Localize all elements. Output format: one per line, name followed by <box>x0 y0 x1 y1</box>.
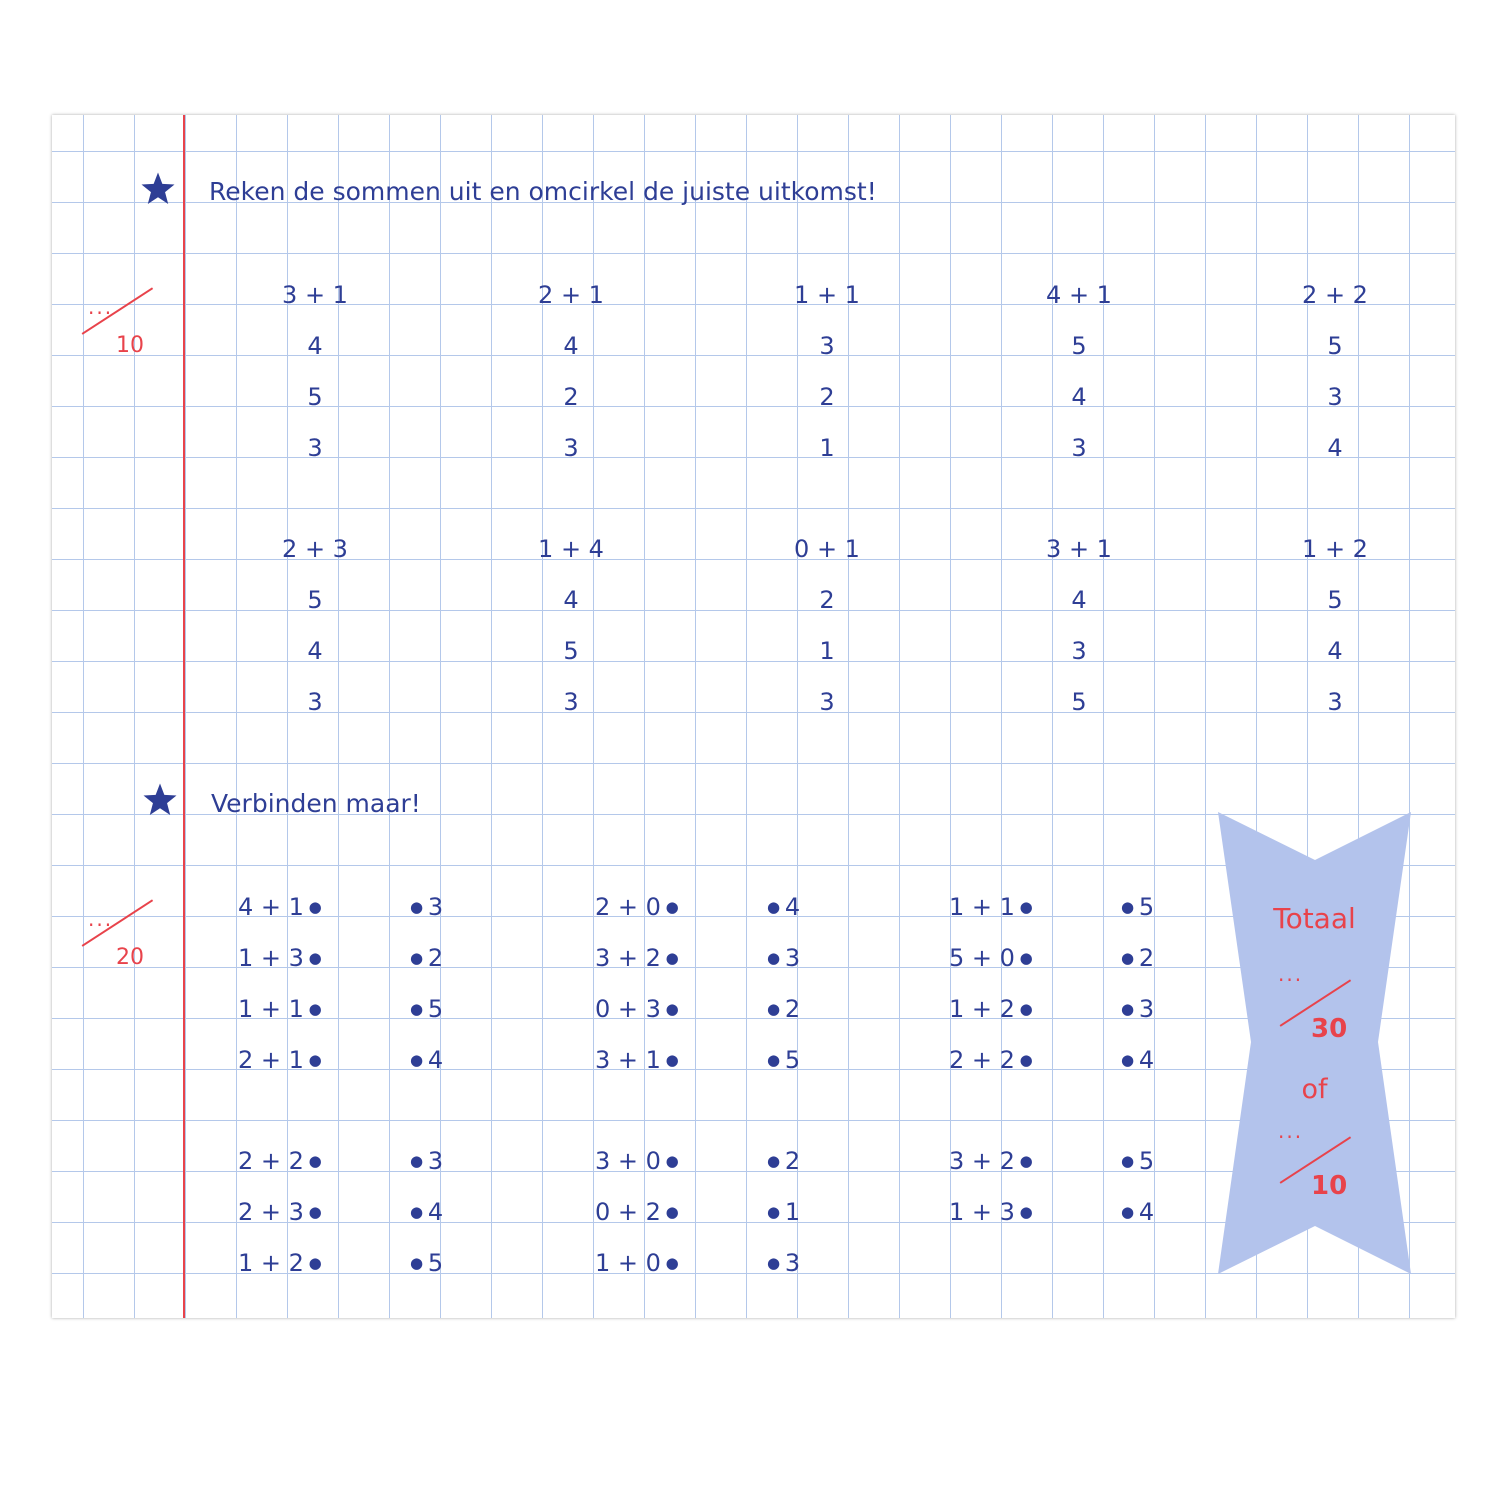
total-max-30: 30 <box>1311 1014 1348 1044</box>
star-icon <box>140 171 176 207</box>
answer-option[interactable]: 3 <box>307 688 323 716</box>
sum-label: 1 + 4 <box>538 535 604 563</box>
connect-dot[interactable]: ● <box>1121 1000 1139 1018</box>
matching-right-item[interactable]: ● 4 <box>410 1046 444 1074</box>
answer-option[interactable]: 5 <box>1071 688 1087 716</box>
matching-right-item[interactable]: ● 3 <box>410 1147 444 1175</box>
connect-dot[interactable]: ● <box>1014 1000 1033 1018</box>
connect-dot[interactable]: ● <box>303 949 322 967</box>
matching-left-item[interactable]: 1 + 2 ● <box>238 1249 322 1277</box>
total-ribbon <box>1218 812 1411 1274</box>
exercise2-instruction: Verbinden maar! <box>211 789 421 818</box>
answer-option[interactable]: 2 <box>563 383 579 411</box>
answer-option[interactable]: 4 <box>1071 383 1087 411</box>
connect-dot[interactable]: ● <box>410 898 428 916</box>
connect-dot[interactable]: ● <box>660 1051 679 1069</box>
matching-left-item[interactable]: 4 + 1 ● <box>238 893 322 921</box>
answer-option[interactable]: 3 <box>1071 434 1087 462</box>
matching-right-item[interactable]: ● 3 <box>767 944 801 972</box>
connect-dot[interactable]: ● <box>767 1254 785 1272</box>
answer-option[interactable]: 2 <box>819 586 835 614</box>
matching-left-item[interactable]: 2 + 1 ● <box>238 1046 322 1074</box>
matching-right-item[interactable]: ● 2 <box>410 944 444 972</box>
matching-left-item[interactable]: 1 + 1 ● <box>238 995 322 1023</box>
sum-label: 1 + 1 <box>794 281 860 309</box>
connect-dot[interactable]: ● <box>660 1254 679 1272</box>
matching-right-item[interactable]: ● 5 <box>767 1046 801 1074</box>
worksheet-page <box>52 115 1455 1318</box>
connect-dot[interactable]: ● <box>660 1203 679 1221</box>
total-or: of <box>1301 1074 1328 1105</box>
matching-right-item[interactable]: ● 3 <box>767 1249 801 1277</box>
matching-left-item[interactable]: 2 + 0 ● <box>595 893 679 921</box>
matching-left-item[interactable]: 2 + 3 ● <box>238 1198 322 1226</box>
connect-dot[interactable]: ● <box>767 1152 785 1170</box>
answer-option[interactable]: 5 <box>1327 332 1343 360</box>
answer-option[interactable]: 5 <box>563 637 579 665</box>
sum-label: 1 + 2 <box>1302 535 1368 563</box>
connect-dot[interactable]: ● <box>767 898 785 916</box>
answer-option[interactable]: 5 <box>1327 586 1343 614</box>
connect-dot[interactable]: ● <box>303 1254 322 1272</box>
matching-right-item[interactable]: ● 3 <box>410 893 444 921</box>
connect-dot[interactable]: ● <box>660 1152 679 1170</box>
matching-right-item[interactable]: ● 5 <box>410 1249 444 1277</box>
connect-dot[interactable]: ● <box>1121 1152 1139 1170</box>
connect-dot[interactable]: ● <box>1014 1152 1033 1170</box>
matching-right-item[interactable]: ● 2 <box>1121 944 1155 972</box>
answer-option[interactable]: 5 <box>307 383 323 411</box>
matching-left-item[interactable]: 2 + 2 ● <box>238 1147 322 1175</box>
matching-right-item[interactable]: ● 4 <box>1121 1198 1155 1226</box>
matching-right-item[interactable]: ● 4 <box>767 893 801 921</box>
matching-left-item[interactable]: 1 + 2 ● <box>949 995 1033 1023</box>
exercise1-instruction: Reken de sommen uit en omcirkel de juiste uitkomst! <box>209 177 877 206</box>
connect-dot[interactable]: ● <box>660 949 679 967</box>
matching-left-item[interactable]: 2 + 2 ● <box>949 1046 1033 1074</box>
connect-dot[interactable]: ● <box>410 1000 428 1018</box>
sum-label: 3 + 1 <box>282 281 348 309</box>
total-blank-2: ... <box>1278 1119 1304 1143</box>
exercise2-score <box>82 907 162 975</box>
connect-dot[interactable]: ● <box>303 1203 322 1221</box>
connect-dot[interactable]: ● <box>1014 949 1033 967</box>
matching-left-item[interactable]: 3 + 1 ● <box>595 1046 679 1074</box>
matching-right-item[interactable]: ● 4 <box>410 1198 444 1226</box>
connect-dot[interactable]: ● <box>767 1000 785 1018</box>
sum-label: 2 + 1 <box>538 281 604 309</box>
connect-dot[interactable]: ● <box>303 1051 322 1069</box>
star-icon <box>142 782 178 818</box>
score-max: 10 <box>116 333 144 358</box>
connect-dot[interactable]: ● <box>1121 898 1139 916</box>
answer-option[interactable]: 4 <box>563 586 579 614</box>
connect-dot[interactable]: ● <box>660 1000 679 1018</box>
matching-right-item[interactable]: ● 5 <box>410 995 444 1023</box>
answer-option[interactable]: 4 <box>1071 586 1087 614</box>
score-max: 20 <box>116 945 144 970</box>
matching-right-item[interactable]: ● 2 <box>767 1147 801 1175</box>
matching-left-item[interactable]: 3 + 2 ● <box>595 944 679 972</box>
matching-left-item[interactable]: 1 + 3 ● <box>238 944 322 972</box>
exercise1-score <box>82 295 162 363</box>
matching-right-item[interactable]: ● 3 <box>1121 995 1155 1023</box>
connect-dot[interactable]: ● <box>1121 949 1139 967</box>
sum-label: 2 + 3 <box>282 535 348 563</box>
matching-left-item[interactable]: 1 + 0 ● <box>595 1249 679 1277</box>
answer-option[interactable]: 3 <box>819 332 835 360</box>
matching-left-item[interactable]: 3 + 0 ● <box>595 1147 679 1175</box>
matching-right-item[interactable]: ● 4 <box>1121 1046 1155 1074</box>
matching-left-item[interactable]: 1 + 3 ● <box>949 1198 1033 1226</box>
matching-left-item[interactable]: 0 + 3 ● <box>595 995 679 1023</box>
sum-label: 3 + 1 <box>1046 535 1112 563</box>
connect-dot[interactable]: ● <box>410 1051 428 1069</box>
matching-left-item[interactable]: 5 + 0 ● <box>949 944 1033 972</box>
answer-option[interactable]: 4 <box>307 332 323 360</box>
matching-left-item[interactable]: 3 + 2 ● <box>949 1147 1033 1175</box>
answer-option[interactable]: 3 <box>1327 383 1343 411</box>
answer-option[interactable]: 2 <box>819 383 835 411</box>
matching-right-item[interactable]: ● 5 <box>1121 1147 1155 1175</box>
total-blank-1: ... <box>1278 962 1304 986</box>
connect-dot[interactable]: ● <box>767 1051 785 1069</box>
connect-dot[interactable]: ● <box>303 898 322 916</box>
answer-option[interactable]: 4 <box>1327 637 1343 665</box>
total-label: Totaal <box>1273 902 1356 935</box>
answer-option[interactable]: 5 <box>1071 332 1087 360</box>
answer-option[interactable]: 3 <box>563 434 579 462</box>
matching-right-item[interactable]: ● 5 <box>1121 893 1155 921</box>
connect-dot[interactable]: ● <box>410 949 428 967</box>
answer-option[interactable]: 5 <box>307 586 323 614</box>
answer-option[interactable]: 4 <box>307 637 323 665</box>
score-blank: ... <box>88 907 114 931</box>
sum-label: 0 + 1 <box>794 535 860 563</box>
answer-option[interactable]: 3 <box>563 688 579 716</box>
sum-label: 4 + 1 <box>1046 281 1112 309</box>
connect-dot[interactable]: ● <box>1014 898 1033 916</box>
connect-dot[interactable]: ● <box>303 1152 322 1170</box>
connect-dot[interactable]: ● <box>1121 1051 1139 1069</box>
connect-dot[interactable]: ● <box>1121 1203 1139 1221</box>
matching-left-item[interactable]: 0 + 2 ● <box>595 1198 679 1226</box>
answer-option[interactable]: 3 <box>1327 688 1343 716</box>
connect-dot[interactable]: ● <box>410 1152 428 1170</box>
connect-dot[interactable]: ● <box>1014 1051 1033 1069</box>
matching-left-item[interactable]: 1 + 1 ● <box>949 893 1033 921</box>
answer-option[interactable]: 4 <box>563 332 579 360</box>
connect-dot[interactable]: ● <box>303 1000 322 1018</box>
connect-dot[interactable]: ● <box>410 1254 428 1272</box>
answer-option[interactable]: 3 <box>819 688 835 716</box>
answer-option[interactable]: 1 <box>819 637 835 665</box>
connect-dot[interactable]: ● <box>660 898 679 916</box>
matching-right-item[interactable]: ● 1 <box>767 1198 801 1226</box>
answer-option[interactable]: 4 <box>1327 434 1343 462</box>
answer-option[interactable]: 1 <box>819 434 835 462</box>
sum-label: 2 + 2 <box>1302 281 1368 309</box>
total-max-10: 10 <box>1311 1171 1348 1201</box>
connect-dot[interactable]: ● <box>767 1203 785 1221</box>
answer-option[interactable]: 3 <box>1071 637 1087 665</box>
connect-dot[interactable]: ● <box>410 1203 428 1221</box>
score-blank: ... <box>88 295 114 319</box>
margin-line <box>183 115 185 1318</box>
answer-option[interactable]: 3 <box>307 434 323 462</box>
connect-dot[interactable]: ● <box>767 949 785 967</box>
matching-right-item[interactable]: ● 2 <box>767 995 801 1023</box>
connect-dot[interactable]: ● <box>1014 1203 1033 1221</box>
